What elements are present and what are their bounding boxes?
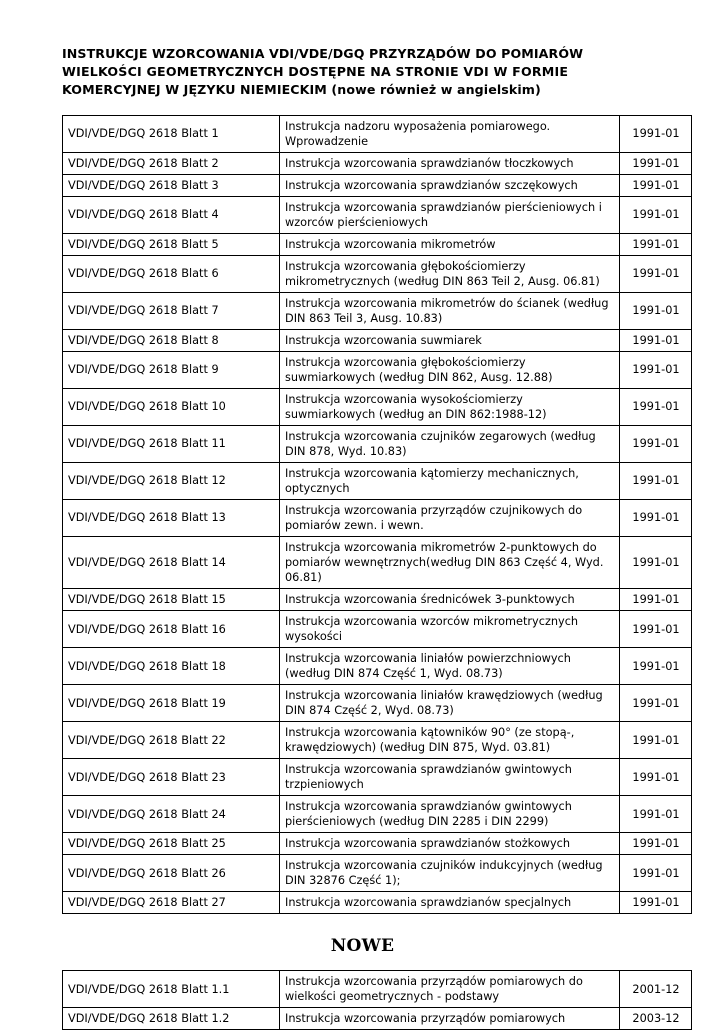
main_table-description-cell: Instrukcja wzorcowania sprawdzianów stożkowych xyxy=(280,833,620,855)
secondary_table-date-cell: 2003-12 xyxy=(620,1008,692,1030)
main_table-date-cell: 1991-01 xyxy=(620,233,692,255)
main_table-date-cell: 1991-01 xyxy=(620,425,692,462)
main_table-date-cell: 1991-01 xyxy=(620,892,692,914)
main_table-description-cell: Instrukcja wzorcowania średnicówek 3-punktowych xyxy=(280,589,620,611)
table-row xyxy=(63,425,692,462)
page-title-line-3: KOMERCYJNEJ W JĘZYKU NIEMIECKIM (nowe również w angielskim) xyxy=(62,81,541,97)
main_table-description-cell: Instrukcja wzorcowania wzorców mikrometrycznych wysokości xyxy=(280,611,620,648)
table-row xyxy=(63,255,692,292)
main_table-description-cell: Instrukcja wzorcowania liniałów powierzchniowych (według DIN 874 Część 1, Wyd. 08.73) xyxy=(280,648,620,685)
main_table-date-cell: 1991-01 xyxy=(620,536,692,588)
main_table-code-cell: VDI/VDE/DGQ 2618 Blatt 23 xyxy=(63,759,280,796)
main_table-description-cell: Instrukcja wzorcowania kątomierzy mechanicznych, optycznych xyxy=(280,462,620,499)
table-row xyxy=(63,892,692,914)
main_table-description-cell: Instrukcja wzorcowania mikrometrów 2-punktowych do pomiarów wewnętrznych(według DIN 863 Część 4, Wyd. 06.81) xyxy=(280,536,620,588)
main_table-description-cell: Instrukcja wzorcowania liniałów krawędziowych (według DIN 874 Część 2, Wyd. 08.73) xyxy=(280,685,620,722)
main_table-code-cell: VDI/VDE/DGQ 2618 Blatt 4 xyxy=(63,196,280,233)
main_table-description-cell: Instrukcja wzorcowania głębokościomierzy mikrometrycznych (według DIN 863 Teil 2, Ausg. 06.81) xyxy=(280,255,620,292)
new-standards-table xyxy=(62,970,692,1030)
table-row xyxy=(63,292,692,329)
main_table-code-cell: VDI/VDE/DGQ 2618 Blatt 12 xyxy=(63,462,280,499)
table-row xyxy=(63,685,692,722)
main_table-code-cell: VDI/VDE/DGQ 2618 Blatt 24 xyxy=(63,796,280,833)
main_table-code-cell: VDI/VDE/DGQ 2618 Blatt 11 xyxy=(63,425,280,462)
page-title-line-2: WIELKOŚCI GEOMETRYCZNYCH DOSTĘPNE NA STRONIE VDI W FORMIE xyxy=(62,63,569,79)
main_table-description-cell: Instrukcja wzorcowania wysokościomierzy suwmiarkowych (według an DIN 862:1988-12) xyxy=(280,388,620,425)
table-row xyxy=(63,196,692,233)
main_table-date-cell: 1991-01 xyxy=(620,648,692,685)
main_table-date-cell: 1991-01 xyxy=(620,292,692,329)
main_table-description-cell: Instrukcja wzorcowania mikrometrów do ścianek (według DIN 863 Teil 3, Ausg. 10.83) xyxy=(280,292,620,329)
page-title-line-1: INSTRUKCJE WZORCOWANIA VDI/VDE/DGQ PRZYRZĄDÓW DO POMIARÓW xyxy=(62,46,584,61)
main_table-date-cell: 1991-01 xyxy=(620,855,692,892)
table-row xyxy=(63,388,692,425)
table-row xyxy=(63,329,692,351)
main_table-code-cell: VDI/VDE/DGQ 2618 Blatt 15 xyxy=(63,589,280,611)
table-row xyxy=(63,462,692,499)
table-row xyxy=(63,499,692,536)
main_table-code-cell: VDI/VDE/DGQ 2618 Blatt 7 xyxy=(63,292,280,329)
main_table-date-cell: 1991-01 xyxy=(620,833,692,855)
main_table-description-cell: Instrukcja wzorcowania mikrometrów xyxy=(280,233,620,255)
main_table-code-cell: VDI/VDE/DGQ 2618 Blatt 16 xyxy=(63,611,280,648)
main_table-code-cell: VDI/VDE/DGQ 2618 Blatt 10 xyxy=(63,388,280,425)
main_table-date-cell: 1991-01 xyxy=(620,174,692,196)
table-row xyxy=(63,971,692,1008)
main_table-description-cell: Instrukcja nadzoru wyposażenia pomiarowego. Wprowadzenie xyxy=(280,115,620,152)
table-row xyxy=(63,536,692,588)
main_table-date-cell: 1991-01 xyxy=(620,685,692,722)
main_table-date-cell: 1991-01 xyxy=(620,329,692,351)
main_table-code-cell: VDI/VDE/DGQ 2618 Blatt 18 xyxy=(63,648,280,685)
main_table-code-cell: VDI/VDE/DGQ 2618 Blatt 26 xyxy=(63,855,280,892)
main_table-code-cell: VDI/VDE/DGQ 2618 Blatt 14 xyxy=(63,536,280,588)
secondary_table-code-cell: VDI/VDE/DGQ 2618 Blatt 1.1 xyxy=(63,971,280,1008)
standards-table xyxy=(62,115,692,915)
main_table-description-cell: Instrukcja wzorcowania kątowników 90° (ze stopą-, krawędziowych) (według DIN 875, Wyd. 03.81) xyxy=(280,722,620,759)
table-row xyxy=(63,722,692,759)
main_table-date-cell: 1991-01 xyxy=(620,722,692,759)
main_table-description-cell: Instrukcja wzorcowania sprawdzianów specjalnych xyxy=(280,892,620,914)
main_table-date-cell: 1991-01 xyxy=(620,759,692,796)
main_table-code-cell: VDI/VDE/DGQ 2618 Blatt 9 xyxy=(63,351,280,388)
table-row xyxy=(63,351,692,388)
main_table-description-cell: Instrukcja wzorcowania sprawdzianów gwintowych pierścieniowych (według DIN 2285 i DIN 2299) xyxy=(280,796,620,833)
main_table-code-cell: VDI/VDE/DGQ 2618 Blatt 3 xyxy=(63,174,280,196)
main_table-code-cell: VDI/VDE/DGQ 2618 Blatt 25 xyxy=(63,833,280,855)
main_table-date-cell: 1991-01 xyxy=(620,589,692,611)
main_table-date-cell: 1991-01 xyxy=(620,462,692,499)
main_table-date-cell: 1991-01 xyxy=(620,388,692,425)
main_table-description-cell: Instrukcja wzorcowania sprawdzianów pierścieniowych i wzorców pierścieniowych xyxy=(280,196,620,233)
section-heading-nowe: NOWE xyxy=(330,936,395,957)
table-row xyxy=(63,796,692,833)
table-row xyxy=(63,833,692,855)
main_table-date-cell: 1991-01 xyxy=(620,796,692,833)
table-row xyxy=(63,1008,692,1030)
main_table-date-cell: 1991-01 xyxy=(620,351,692,388)
main_table-description-cell: Instrukcja wzorcowania czujników zegarowych (według DIN 878, Wyd. 10.83) xyxy=(280,425,620,462)
main_table-date-cell: 1991-01 xyxy=(620,152,692,174)
secondary_table-date-cell: 2001-12 xyxy=(620,971,692,1008)
table-row xyxy=(63,115,692,152)
main_table-description-cell: Instrukcja wzorcowania sprawdzianów tłoczkowych xyxy=(280,152,620,174)
table-row xyxy=(63,589,692,611)
main_table-code-cell: VDI/VDE/DGQ 2618 Blatt 1 xyxy=(63,115,280,152)
table-row xyxy=(63,174,692,196)
main_table-date-cell: 1991-01 xyxy=(620,499,692,536)
main_table-code-cell: VDI/VDE/DGQ 2618 Blatt 22 xyxy=(63,722,280,759)
main_table-date-cell: 1991-01 xyxy=(620,255,692,292)
main_table-description-cell: Instrukcja wzorcowania suwmiarek xyxy=(280,329,620,351)
main_table-description-cell: Instrukcja wzorcowania głębokościomierzy suwmiarkowych (według DIN 862, Ausg. 12.88) xyxy=(280,351,620,388)
main_table-code-cell: VDI/VDE/DGQ 2618 Blatt 27 xyxy=(63,892,280,914)
main_table-code-cell: VDI/VDE/DGQ 2618 Blatt 6 xyxy=(63,255,280,292)
main_table-description-cell: Instrukcja wzorcowania sprawdzianów szczękowych xyxy=(280,174,620,196)
main_table-date-cell: 1991-01 xyxy=(620,611,692,648)
secondary_table-description-cell: Instrukcja wzorcowania przyrządów pomiarowych do wielkości geometrycznych - podstawy xyxy=(280,971,620,1008)
main_table-date-cell: 1991-01 xyxy=(620,196,692,233)
main_table-code-cell: VDI/VDE/DGQ 2618 Blatt 5 xyxy=(63,233,280,255)
secondary_table-description-cell: Instrukcja wzorcowania przyrządów pomiarowych xyxy=(280,1008,620,1030)
table-row xyxy=(63,152,692,174)
secondary_table-code-cell: VDI/VDE/DGQ 2618 Blatt 1.2 xyxy=(63,1008,280,1030)
main_table-code-cell: VDI/VDE/DGQ 2618 Blatt 8 xyxy=(63,329,280,351)
main_table-description-cell: Instrukcja wzorcowania sprawdzianów gwintowych trzpieniowych xyxy=(280,759,620,796)
table-row xyxy=(63,855,692,892)
main_table-description-cell: Instrukcja wzorcowania przyrządów czujnikowych do pomiarów zewn. i wewn. xyxy=(280,499,620,536)
main_table-code-cell: VDI/VDE/DGQ 2618 Blatt 2 xyxy=(63,152,280,174)
table-row xyxy=(63,611,692,648)
table-row xyxy=(63,759,692,796)
table-row xyxy=(63,648,692,685)
table-row xyxy=(63,233,692,255)
page-title xyxy=(62,45,663,99)
main_table-code-cell: VDI/VDE/DGQ 2618 Blatt 19 xyxy=(63,685,280,722)
main_table-code-cell: VDI/VDE/DGQ 2618 Blatt 13 xyxy=(63,499,280,536)
main_table-date-cell: 1991-01 xyxy=(620,115,692,152)
main_table-description-cell: Instrukcja wzorcowania czujników indukcyjnych (według DIN 32876 Część 1); xyxy=(280,855,620,892)
